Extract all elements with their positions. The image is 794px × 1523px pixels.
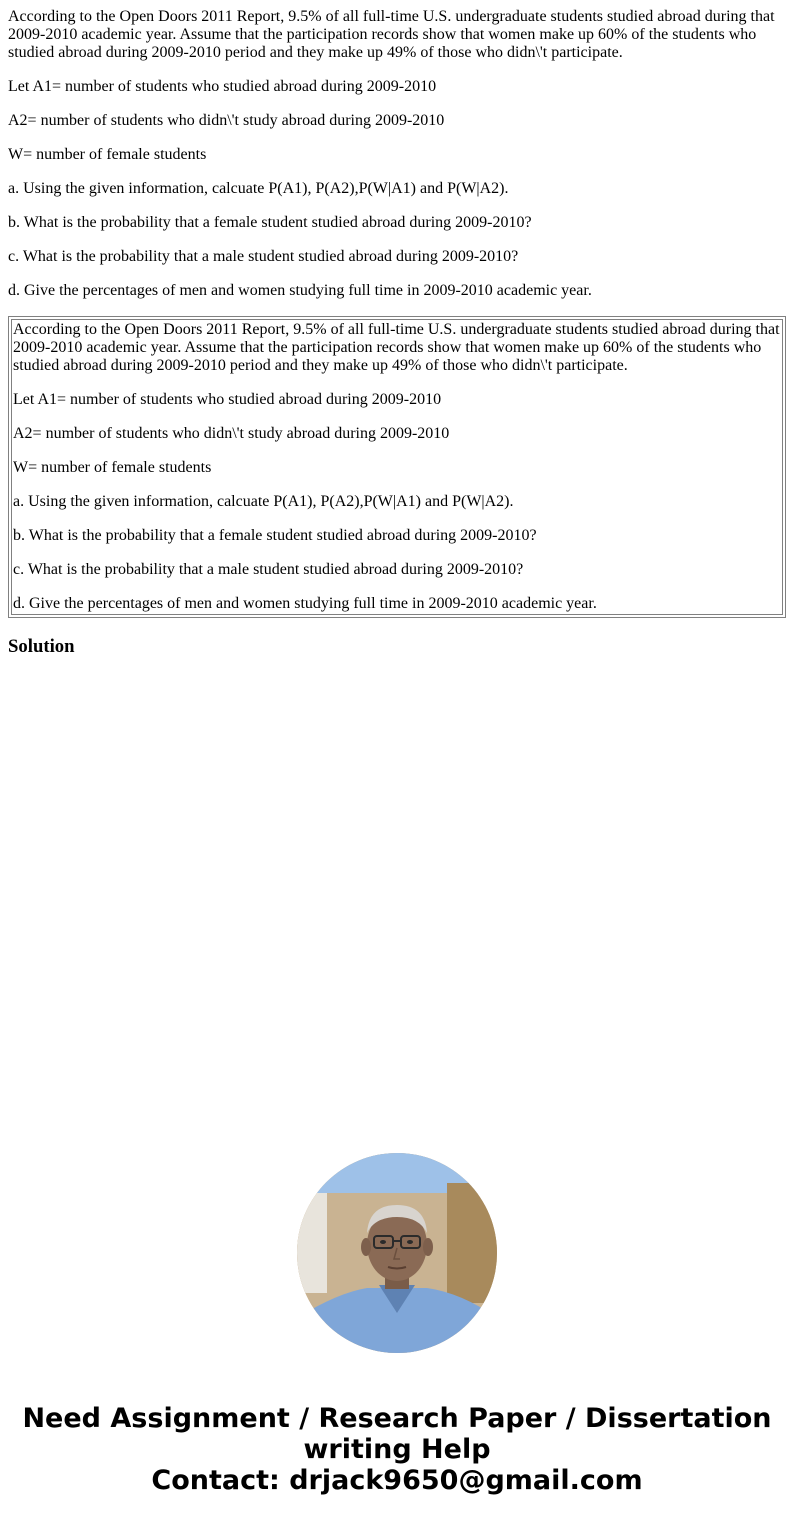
table-paragraph-intro: According to the Open Doors 2011 Report, 9.5% of all full-time U.S. undergraduate students studied abroad during that 2009-2010 academic year. Assume that the participation records show that women make up 60% of the students who studied abroad during 2009-2010 period and they make up 49% of those who didn\'t participate. bbox=[13, 321, 780, 374]
solution-heading: Solution bbox=[8, 636, 75, 657]
question-paragraph-intro: According to the Open Doors 2011 Report, 9.5% of all full-time U.S. undergraduate students studied abroad during that 2009-2010 academic year. Assume that the participation records show that women make up 60% of the students who studied abroad during 2009-2010 period and they make up 49% of those who didn\'t participate. bbox=[8, 8, 775, 61]
person-photo-icon bbox=[297, 1153, 497, 1353]
table-paragraph-part-b: b. What is the probability that a female student studied abroad during 2009-2010? bbox=[13, 527, 537, 544]
question-table bbox=[8, 316, 786, 618]
table-paragraph-part-d: d. Give the percentages of men and women studying full time in 2009-2010 academic year. bbox=[13, 595, 597, 612]
question-paragraph-part-d: d. Give the percentages of men and women studying full time in 2009-2010 academic year. bbox=[8, 282, 592, 299]
question-paragraph-w-definition: W= number of female students bbox=[8, 146, 207, 163]
promo-headline: Need Assignment / Research Paper / Dissertation writing Help bbox=[22, 1403, 772, 1465]
avatar-illustration bbox=[297, 1153, 497, 1353]
question-paragraph-part-a: a. Using the given information, calcuate P(A1), P(A2),P(W|A1) and P(W|A2). bbox=[8, 180, 509, 197]
table-paragraph-part-a: a. Using the given information, calcuate P(A1), P(A2),P(W|A1) and P(W|A2). bbox=[13, 493, 514, 510]
question-text bbox=[8, 8, 786, 300]
table-paragraph-a1-definition: Let A1= number of students who studied abroad during 2009-2010 bbox=[13, 391, 442, 408]
table-paragraph-part-c: c. What is the probability that a male student studied abroad during 2009-2010? bbox=[13, 561, 524, 578]
question-paragraph-part-b: b. What is the probability that a female student studied abroad during 2009-2010? bbox=[8, 214, 532, 231]
question-paragraph-a2-definition: A2= number of students who didn\'t study abroad during 2009-2010 bbox=[8, 112, 445, 129]
table-cell bbox=[11, 319, 783, 615]
question-paragraph-part-c: c. What is the probability that a male student studied abroad during 2009-2010? bbox=[8, 248, 519, 265]
table-row bbox=[11, 319, 783, 615]
page-content bbox=[8, 8, 786, 658]
question-paragraph-a1-definition: Let A1= number of students who studied abroad during 2009-2010 bbox=[8, 78, 437, 95]
promo-banner bbox=[0, 1403, 794, 1496]
table-paragraph-a2-definition: A2= number of students who didn\'t study abroad during 2009-2010 bbox=[13, 425, 450, 442]
promo-contact: Contact: drjack9650@gmail.com bbox=[151, 1465, 643, 1496]
table-paragraph-w-definition: W= number of female students bbox=[13, 459, 212, 476]
